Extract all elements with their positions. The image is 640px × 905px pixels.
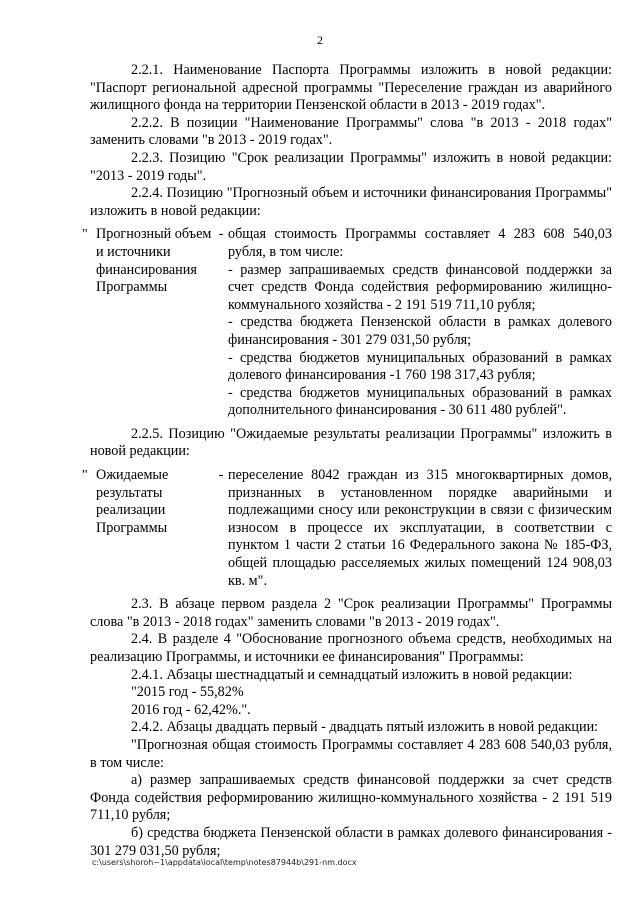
- paragraph-2-4-1: 2.4.1. Абзацы шестнадцатый и семнадцатый изложить в новой редакции:: [131, 666, 573, 683]
- paragraph-total-cost: "Прогнозная общая стоимость Программы составляет 4 283 608 540,03 рубля, в том числе:: [90, 736, 612, 771]
- paragraph-2-2-4: 2.2.4. Позицию "Прогнозный объем и источники финансирования Программы" изложить в новой редакции:: [90, 185, 612, 219]
- financing-table: [82, 226, 612, 420]
- paragraph-2-4: 2.4. В разделе 4 "Обоснование прогнозного объема средств, необходимых на реализацию Программы, и источники ее финансирования" Программы:: [90, 631, 612, 665]
- financing-values: [228, 226, 612, 420]
- opening-quote: ": [82, 468, 88, 484]
- file-path-footer: c:\users\shoroh~1\appdata\local\temp\notes87944b\291-nm.docx: [92, 858, 357, 867]
- results-dash: -: [218, 467, 224, 484]
- results-text: переселение 8042 граждан из 315 многоквартирных домов, признанных в установленном порядке аварийными и подлежащими сносу или реконструкции в связи с физическим износом в процессе их эксплуатации, в соответствии с пунктом 1 части 2 статьи 16 Федерального закона № 185-ФЗ, общей площадью расселяемых жилых помещений 124 908,03 кв. м".: [228, 467, 612, 589]
- financing-line: - размер запрашиваемых средств финансовой поддержки за счет средств Фонда содействия реформированию жилищно-коммунального хозяйства - 2 191 519 711,10 рубля;: [228, 261, 612, 313]
- paragraph-2-4-2: 2.4.2. Абзацы двадцать первый - двадцать пятый изложить в новой редакции:: [131, 719, 599, 736]
- financing-line: - средства бюджета Пензенской области в рамках долевого финансирования - 301 279 031,50 рубля;: [228, 314, 612, 348]
- results-label: Ожидаемые результаты реализации Программы: [96, 467, 169, 536]
- paragraph-2-2-1: 2.2.1. Наименование Паспорта Программы изложить в новой редакции: "Паспорт региональной адресной программы "Переселение граждан из аварийного жилищного фонда на территории Пензенской области в 2013 - 2019 годах".: [90, 62, 612, 114]
- paragraph-2-3: 2.3. В абзаце первом раздела 2 "Срок реализации Программы" Программы слова "в 2013 - 2018 годах" заменить словами "в 2013 - 2019 годах".: [90, 596, 612, 630]
- financing-line: - средства бюджетов муниципальных образований в рамках дополнительного финансирования - 30 611 480 рублей".: [228, 384, 612, 419]
- financing-line: - средства бюджетов муниципальных образований в рамках долевого финансирования -1 760 198 317,43 рубля;: [228, 349, 612, 384]
- financing-dash: -: [218, 226, 224, 243]
- paragraph-2-2-5: 2.2.5. Позицию "Ожидаемые результаты реализации Программы" изложить в новой редакции:: [90, 425, 612, 460]
- document-body: [82, 62, 612, 860]
- financing-line: общая стоимость Программы составляет 4 283 608 540,03 рубля, в том числе:: [228, 226, 612, 260]
- page-number: 2: [317, 33, 323, 47]
- results-table: [82, 467, 612, 590]
- paragraph-2-2-3: 2.2.3. Позицию "Срок реализации Программы" изложить в новой редакции: "2013 - 2019 годы".: [90, 149, 612, 184]
- paragraph-item-a: а) размер запрашиваемых средств финансовой поддержки за счет средств Фонда содействия реформированию жилищно-коммунального хозяйства - 2 191 519 711,10 рубля;: [90, 772, 612, 824]
- opening-quote: ": [82, 227, 88, 243]
- paragraph-2015: "2015 год - 55,82%: [131, 684, 244, 701]
- results-values: [228, 467, 612, 590]
- paragraph-item-b: б) средства бюджета Пензенской области в рамках долевого финансирования - 301 279 031,50 рубля;: [90, 824, 612, 859]
- financing-label: Прогнозный объем и источники финансирования Программы: [96, 226, 212, 296]
- paragraph-2-2-2: 2.2.2. В позиции "Наименование Программы" слова "в 2013 - 2018 годах" заменить словами "в 2013 - 2019 годах".: [90, 114, 612, 149]
- paragraph-2016: 2016 год - 62,42%.".: [131, 701, 251, 718]
